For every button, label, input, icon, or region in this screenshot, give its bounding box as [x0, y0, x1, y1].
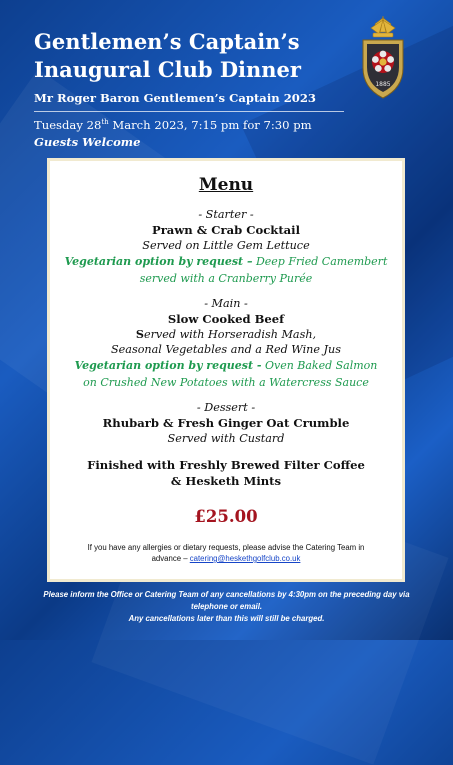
main-serving: Served with Horseradish Mash, Seasonal Vegetables and a Red Wine Jus: [111, 327, 341, 356]
starter-serving: Served on Little Gem Lettuce: [142, 239, 310, 252]
event-subtitle: Mr Roger Baron Gentlemen’s Captain 2023: [34, 91, 316, 105]
cancellation-notice: Please inform the Office or Catering Team of any cancellations by 4:30pm on the preceding day via telephone or email. Any cancellations later than this will still be charged.: [43, 590, 410, 623]
title-line-2: Inaugural Club Dinner: [34, 57, 301, 82]
starter-heading: - Starter -: [198, 208, 254, 221]
main-heading: - Main -: [204, 297, 248, 310]
coffee-note: Finished with Freshly Brewed Filter Coffee & Hesketh Mints: [87, 458, 365, 488]
dessert-dish: Rhubarb & Fresh Ginger Oat Crumble: [102, 416, 350, 430]
dessert-serving: Served with Custard: [167, 432, 285, 445]
club-crest-icon: [358, 12, 408, 104]
crest-year: 1885: [375, 81, 391, 88]
guests-welcome: Guests Welcome: [34, 135, 141, 149]
dessert-heading: - Dessert -: [196, 401, 256, 414]
starter-dish: Prawn & Crab Cocktail: [151, 223, 300, 237]
price: £25.00: [194, 507, 258, 526]
title-line-1: Gentlemen’s Captain’s: [34, 29, 300, 54]
header-divider: [34, 111, 344, 112]
event-date: Tuesday 28th March 2023, 7:15 pm for 7:30 pm: [34, 118, 312, 132]
starter-veg-option: Vegetarian option by request – Deep Fried Camembert served with a Cranberry Purée: [64, 255, 388, 285]
catering-email-link[interactable]: catering@heskethgolfclub.co.uk: [189, 554, 301, 563]
menu-card: [47, 158, 405, 582]
allergy-note: If you have any allergies or dietary requests, please advise the Catering Team in advance – catering@heskethgolfclub.co.uk: [87, 543, 365, 563]
event-title: [34, 28, 354, 84]
main-dish: Slow Cooked Beef: [167, 312, 285, 326]
menu-title: Menu: [198, 175, 254, 195]
main-veg-option: Vegetarian option by request - Oven Baked Salmon on Crushed New Potatoes with a Watercress Sauce: [74, 359, 378, 389]
